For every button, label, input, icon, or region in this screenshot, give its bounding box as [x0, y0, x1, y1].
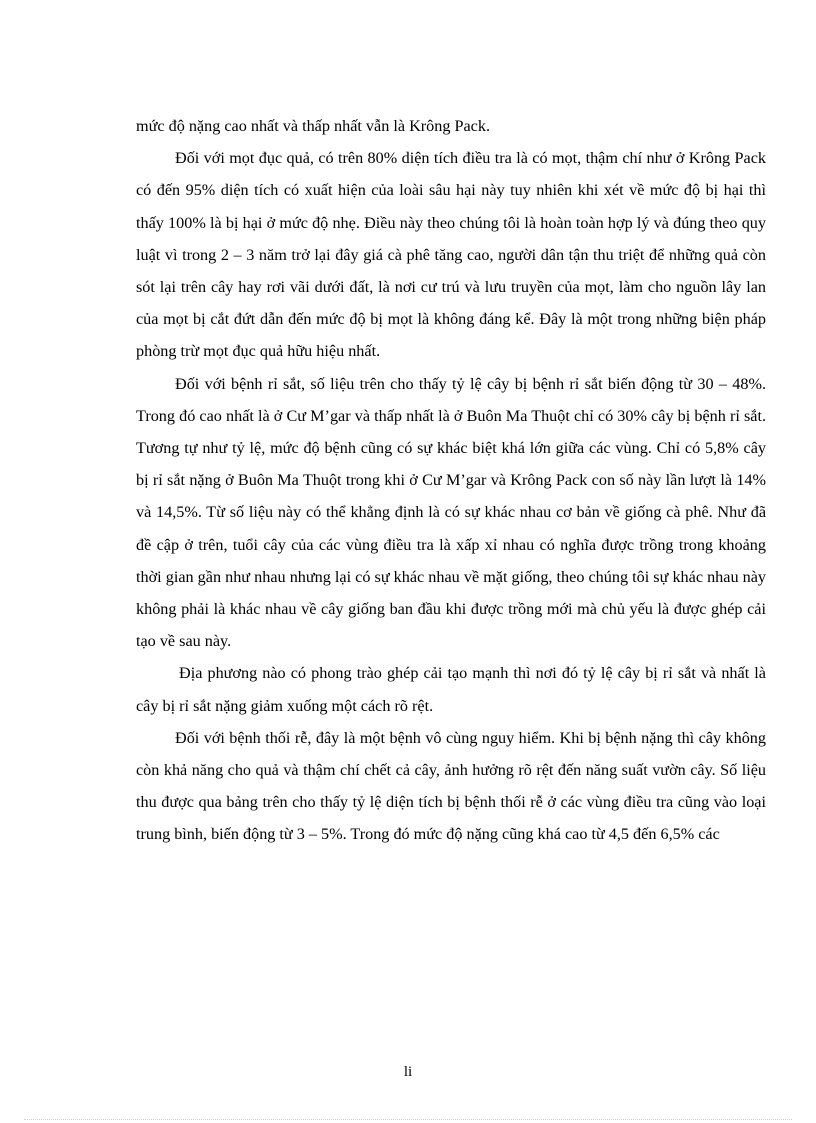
paragraph-4: Địa phương nào có phong trào ghép cải tạo mạnh thì nơi đó tỷ lệ cây bị rỉ sắt và nhất là cây bị rỉ sắt nặng giảm xuống một cách rõ rệt. [136, 664, 766, 715]
paragraph-1: mức độ nặng cao nhất và thấp nhất vẫn là Krông Pack. [136, 117, 490, 135]
body-text [136, 110, 766, 851]
page-number: li [403, 1064, 413, 1080]
paragraph-3: Đối với bệnh rỉ sắt, số liệu trên cho thấy tỷ lệ cây bị bệnh rỉ sắt biến động từ 30 – 48%. Trong đó cao nhất là ở Cư M’gar và thấp nhất là ở Buôn Ma Thuột chỉ có 30% cây bị bệnh rỉ sắt. Tương tự như tỷ lệ, mức độ bệnh cũng có sự khác biệt khá lớn giữa các vùng. Chỉ có 5,8% cây bị rỉ sắt nặng ở Buôn Ma Thuột trong khi ở Cư M’gar và Krông Pack con số này lần lượt là 14% và 14,5%. Từ số liệu này có thể khẳng định là có sự khác nhau cơ bản về giống cà phê. Như đã đề cập ở trên, tuổi cây của các vùng điều tra là xấp xỉ nhau có nghĩa được trồng trong khoảng thời gian gần như nhau nhưng lại có sự khác nhau về mặt giống, theo chúng tôi sự khác nhau này không phải là khác nhau về cây giống ban đầu khi được trồng mới mà chủ yếu là được ghép cải tạo về sau này. [136, 374, 766, 651]
page-bottom-divider [24, 1119, 792, 1120]
paragraph-2: Đối với mọt đục quả, có trên 80% diện tích điều tra là có mọt, thậm chí như ở Krông Pack có đến 95% diện tích có xuất hiện của loài sâu hại này tuy nhiên khi xét về mức độ bị hại thì thấy 100% là bị hại ở mức độ nhẹ. Điều này theo chúng tôi là hoàn toàn hợp lý và đúng theo quy luật vì trong 2 – 3 năm trở lại đây giá cà phê tăng cao, người dân tận thu triệt để những quả còn sót lại trên cây hay rơi vãi dưới đất, là nơi cư trú và lưu truyền của mọt, làm cho nguồn lây lan của mọt bị cắt đứt dẫn đến mức độ bị mọt là không đáng kể. Đây là một trong những biện pháp phòng trừ mọt đục quả hữu hiệu nhất. [136, 149, 766, 361]
paragraph-5: Đối với bệnh thối rễ, đây là một bệnh vô cùng nguy hiểm. Khi bị bệnh nặng thì cây không còn khả năng cho quả và thậm chí chết cả cây, ảnh hưởng rõ rệt đến năng suất vườn cây. Số liệu thu được qua bảng trên cho thấy tỷ lệ diện tích bị bệnh thối rễ ở các vùng điều tra cũng vào loại trung bình, biến động từ 3 – 5%. Trong đó mức độ nặng cũng khá cao từ 4,5 đến 6,5% các [136, 728, 766, 844]
